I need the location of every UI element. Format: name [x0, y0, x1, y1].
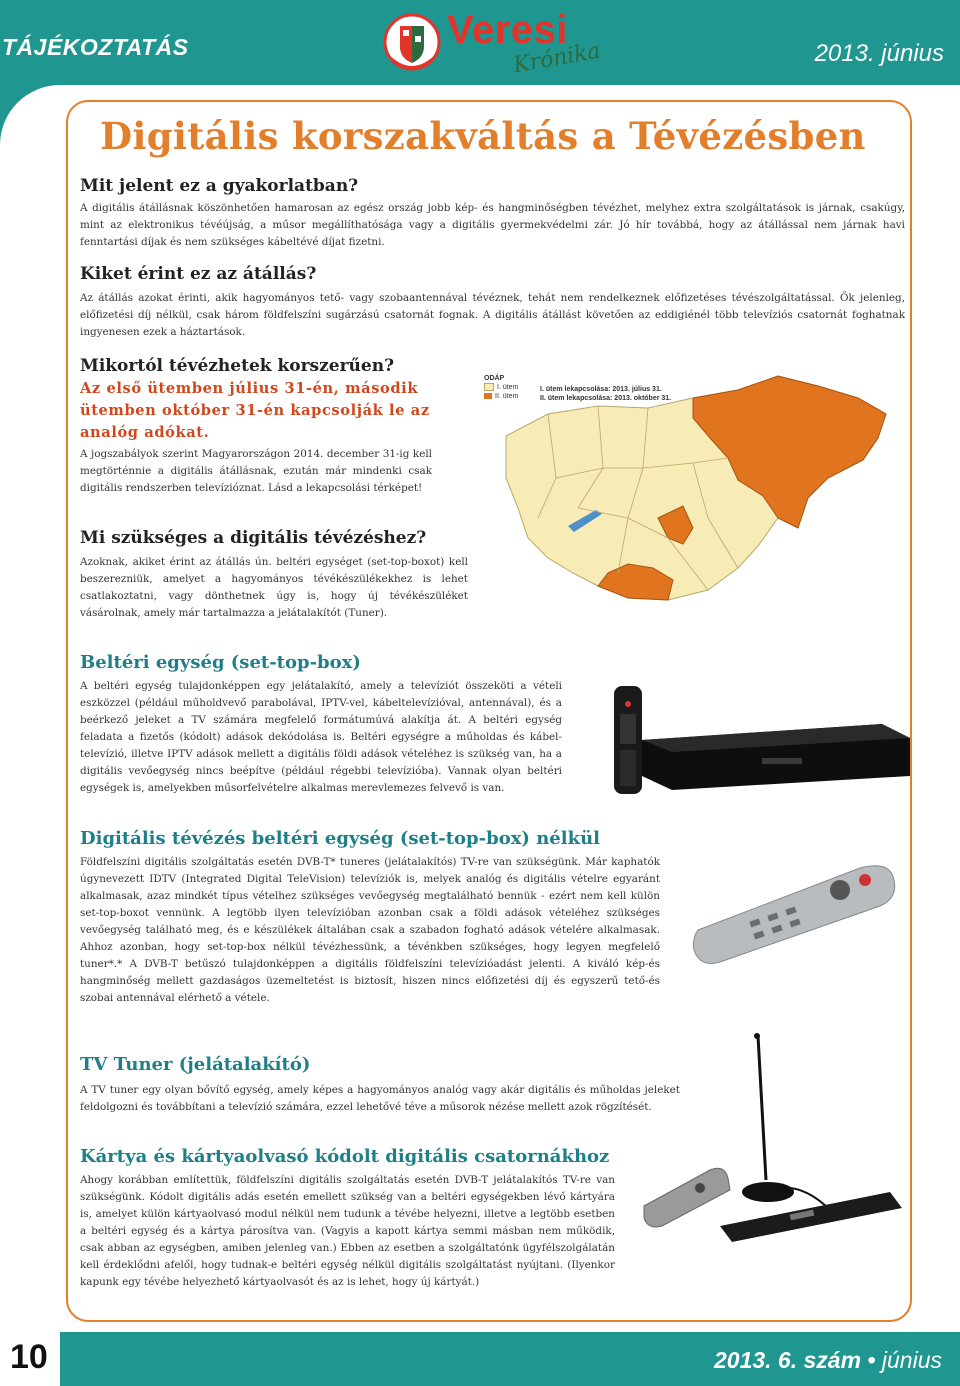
- issue-month: június: [881, 1347, 942, 1373]
- section-body-when: A jogszabályok szerint Magyarországon 2014. december 31-ig kell megtörténnie a digitális átállásnak, ezután már mindenki csak digitális rendszerben televízióznat. Lásd a lekapcsolási térképet!: [80, 448, 432, 494]
- page-number: 10: [10, 1338, 48, 1376]
- legend-swatch-phase1: [484, 383, 494, 391]
- legend-item-phase1: I. ütem: [484, 383, 518, 392]
- logo-subtitle: Krónika: [511, 38, 603, 79]
- section-heading-requirements: Mi szükséges a digitális tévézéshez?: [80, 528, 427, 548]
- map-phase1-date: I. ütem lekapcsolása: 2013. július 31.: [540, 386, 662, 393]
- map-phase-dates: [540, 385, 671, 403]
- crest-icon: [383, 8, 441, 78]
- section-heading-card-reader: Kártya és kártyaolvasó kódolt digitális csatornákhoz: [80, 1146, 610, 1167]
- set-top-box-image: [612, 680, 912, 800]
- section-body-practice: A digitális átállásnak köszönhetően hamarosan az egész ország jobb kép- és hangminőségben tévézhet, melyhez extra szolgáltatások is járnak, csakúgy, mint az elektronikus tévéújság, a műsor megállíthatósága vagy a digitális gyermekvédelmi zár. Jó hír továbbá, hogy az átállással nem járnak havi fenntartási díjak és nem szükséges kábeltévé díjat fizetni.: [80, 202, 905, 248]
- section-body-settopbox: A beltéri egység tulajdonképpen egy jelátalakító, amely a televíziót összeköti a vételi eszközzel (például műholdvevő parabolával, IPTV-vel, kábeltelevízióval, antennával), és a beérkező jeleket a TV számára megfelelő formátumúvá alakítja át. A beltéri egység feladata a fizetős (kódolt) adások dekódolása is. Beltéri egységre a műholdas és kábel-televízió, illetve IPTV adások mellett a digitális földi adások vételéhez is szükség van, ha a digitális vevőegység nincs beépítve (például régebbi televízióba). Vannak olyan beltéri egységek is, amelyekben műsorfelvételre alkalmas merevlemezes felvevő is van.: [80, 680, 562, 794]
- header-date: 2013. június: [814, 40, 944, 67]
- section-heading-when: Mikortól tévézhetek korszerűen?: [80, 356, 395, 376]
- article-title: Digitális korszakváltás a Tévézésben: [100, 114, 866, 158]
- issue-separator: •: [861, 1347, 882, 1373]
- switch-off-map: [478, 368, 908, 630]
- map-legend: [484, 374, 518, 401]
- section-heading-affected: Kiket érint ez az átállás?: [80, 264, 317, 284]
- issue-info: [714, 1347, 942, 1374]
- section-body-requirements: Azoknak, akiket érint az átállás ún. beltéri egységet (set-top-boxot) kell beszerezniük, amelyet a hagyományos tévékészülékekhez is lehet csatlakoztatni, vagy dönthetnek úgy is, hogy új tévékészüléket vásárolnak, amely már tartalmazza a jelátalakítót (Tuner).: [80, 556, 468, 619]
- issue-number: 2013. 6. szám: [713, 1347, 862, 1373]
- section-body-affected: Az átállás azokat érinti, akik hagyományos tető- vagy szobaantennával tévéznek, tehát nem rendelkeznek előfizetéses tévészolgáltatással. Ők jelenleg, előfizetési díj nélkül, csak három földfelszíni sugárzású csatornát fognak. A digitális átállást követően az eddigiénél több televíziós csatornát foghatnak ingyenesen ezek a háztartások.: [80, 292, 905, 338]
- tv-tuner-image: [640, 1030, 912, 1250]
- section-body-card-reader: Ahogy korábban említettük, földfelszíni digitális szolgáltatás esetén DVB-T jelátalakítós TV-re van szükségünk. Kódolt digitális adás esetén emellett szükség van a beltéri egységekben lévő kártyára is, amelyet külön kártyaolvasó modul nélkül nem tudunk a tévébe helyezni, illetve a legtöbb esetben a beltéri egység és a kártya párosítva van. (Vagyis a kapott kártya semmi másban nem működik, csak abban az egységben, amiben jelenleg van.) Ebben az esetben a szolgáltatónk ügyfélszolgálatán kell érdeklődni afelől, hogy tudnak-e beltéri egység nélkül digitális szolgáltatást nyújtani. (Ilyenkor kapunk egy tévébe helyezhető kártyaolvasót és az is lehet, hogy új kártyát.): [80, 1174, 615, 1288]
- legend-title: ODÁP: [484, 375, 505, 382]
- section-heading-no-settopbox: Digitális tévézés beltéri egység (set-top-box) nélkül: [80, 828, 600, 849]
- logo-name: Veresi: [447, 8, 568, 52]
- masthead-logo: [383, 6, 613, 84]
- section-body-no-settopbox: Földfelszíni digitális szolgáltatás esetén DVB-T* tuneres (jelátalakítós) TV-re van szükségünk. Már kaphatók úgynevezett IDTV (Integrated Digital TeleVision) televíziók is, melyek analóg és digitális vételre egyaránt alkalmasak, azaz mindkét típus vételhez szükséges vevőegység megtalálható bennük - ezért nem kell külön set-top-boxot vennünk. A legtöbb ilyen televízióban azonban csak a földi adások vételéhez szükséges vevőegység található meg, és e készülékek általában csak a szabadon fogható adások vételére alkalmasak. Ahhoz azonban, hogy set-top-box nélkül tévézhessünk, a tévénkben szükséges, hogy legyen megfelelő tuner*.* A DVB-T betűszó tulajdonképpen a digitális földfelszíni televízióadást jelenti. A kiváló kép-és hangminőség mellett gazdaságos üzemeltetést is biztosít, hiszen nincs előfizetési díj és egyszerű tető-és szobai antennával elérhető a vétele.: [80, 856, 660, 1004]
- section-heading-practice: Mit jelent ez a gyakorlatban?: [80, 176, 359, 196]
- section-label: TÁJÉKOZTATÁS: [2, 34, 189, 60]
- switch-off-dates: Az első ütemben július 31-én, második ütemben október 31-én kapcsolják le az analóg adókat.: [80, 380, 430, 441]
- map-phase2-date: II. ütem lekapcsolása: 2013. október 31.: [540, 395, 672, 402]
- hungary-map-graphic: [478, 368, 908, 630]
- legend-item-phase2: II. ütem: [484, 392, 518, 401]
- legend-swatch-phase2: [484, 393, 492, 399]
- section-heading-tuner: TV Tuner (jelátalakító): [80, 1054, 311, 1075]
- remote-control-image: [690, 850, 900, 970]
- section-body-tuner: A TV tuner egy olyan bővítő egység, amely képes a hagyományos analóg vagy akár digitális és műholdas jeleket feldolgozni és továbbítani a televízió számára, ezzel lehetővé téve a műsorok nézése mellett azok rögzítését.: [80, 1084, 680, 1113]
- section-heading-settopbox: Beltéri egység (set-top-box): [80, 652, 361, 673]
